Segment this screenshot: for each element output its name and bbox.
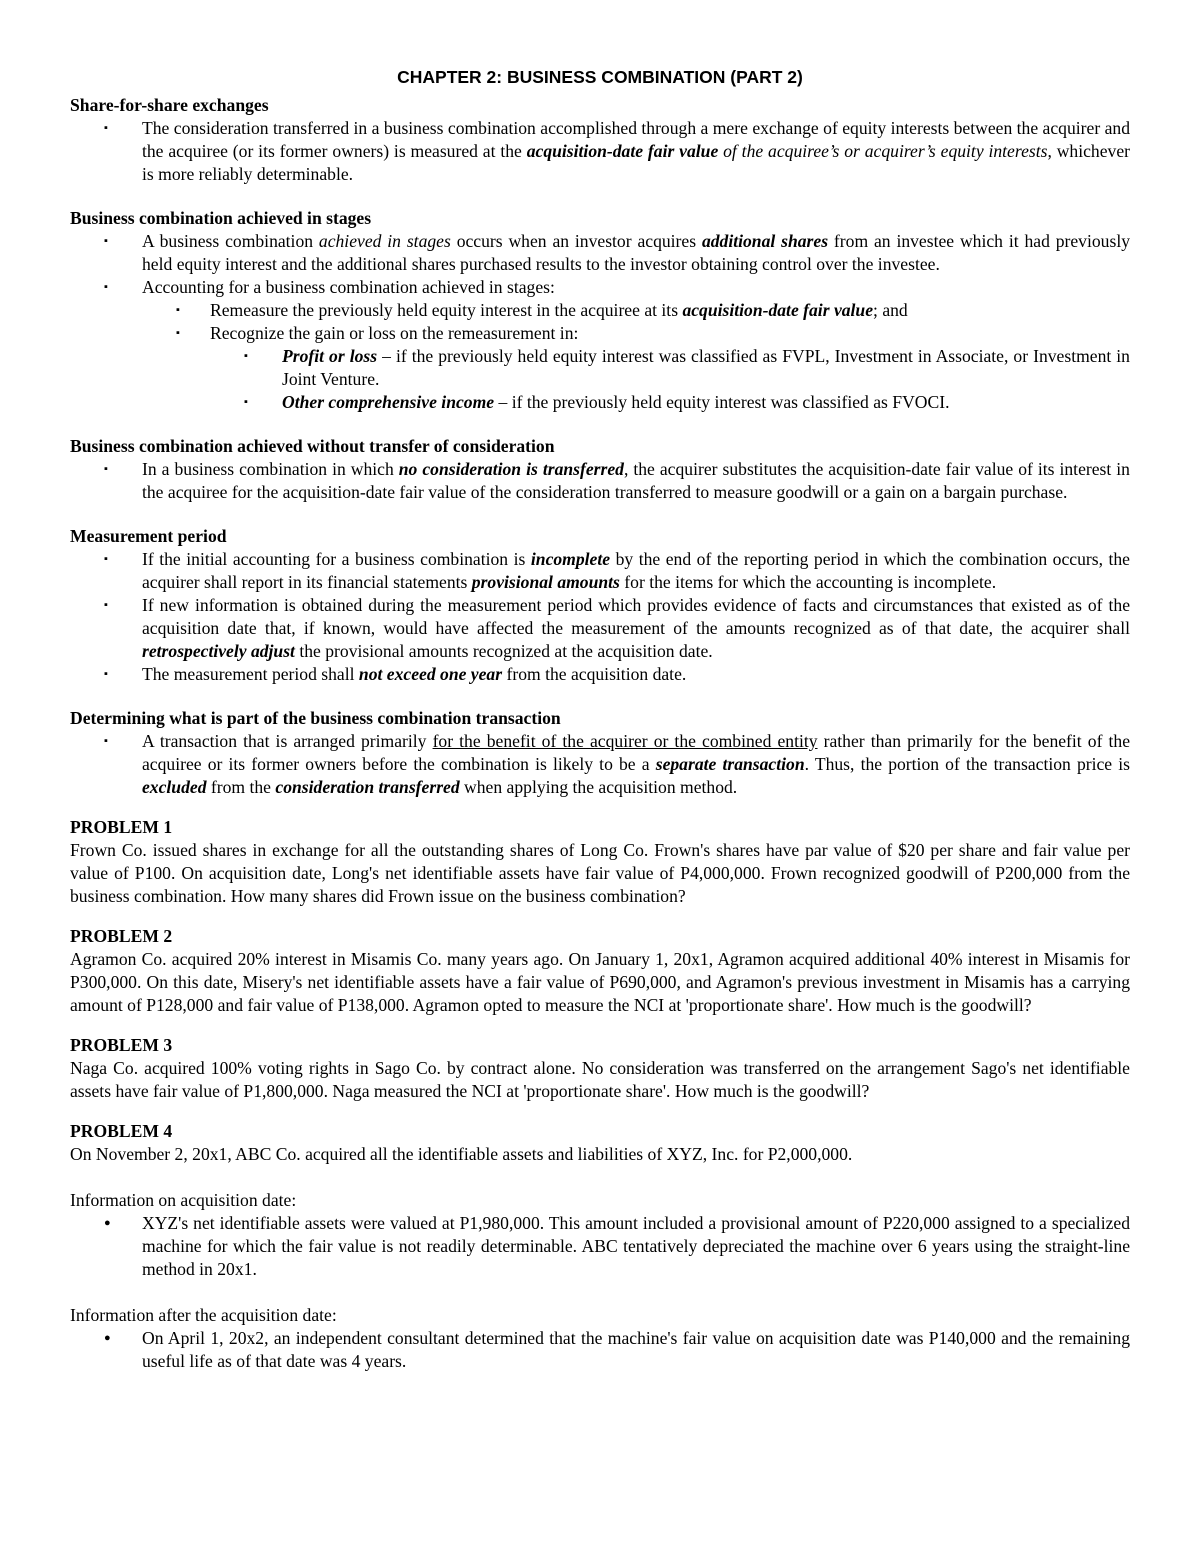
bullet-item: ▪ The consideration transferred in a business combination accomplished through a mere exchange of equity interests between the acquirer and the acquiree (or its former owners) is measured at the acquisition-date fair value of the acquiree’s or acquirer’s equity interests, whichever is more reliably determinable.	[70, 117, 1130, 186]
page-title: CHAPTER 2: BUSINESS COMBINATION (PART 2)	[397, 67, 803, 87]
bullet-item: ● XYZ's net identifiable assets were valued at P1,980,000. This amount included a provisional amount of P220,000 assigned to a specialized machine for which the fair value is not readily determinable. ABC tentatively depreciated the machine over 6 years using the straight-line method in 20x1.	[70, 1212, 1130, 1281]
problem-heading: PROBLEM 4	[70, 1121, 173, 1141]
problem-text: Frown Co. issued shares in exchange for all the outstanding shares of Long Co. Frown's shares have par value of $20 per share and fair value per value of P100. On acquisition date, Long's net identifiable assets have fair value of P4,000,000. Frown recognized goodwill of P200,000 from the business combination. How many shares did Frown issue on the business combination?	[70, 840, 1130, 906]
problem-heading: PROBLEM 2	[70, 926, 173, 946]
bullet-item: ▪ The measurement period shall not exceed one year from the acquisition date.	[70, 663, 1130, 686]
section-share-for-share	[70, 94, 1130, 186]
info-after-acquisition-label: Information after the acquisition date:	[70, 1305, 337, 1325]
info-on-acquisition-label: Information on acquisition date:	[70, 1190, 297, 1210]
bullet-item: ● On April 1, 20x2, an independent consultant determined that the machine's fair value on acquisition date was P140,000 and the remaining useful life as of that date was 4 years.	[70, 1327, 1130, 1373]
section-heading: Measurement period	[70, 526, 227, 546]
section-heading: Determining what is part of the business combination transaction	[70, 708, 561, 728]
problem-1	[70, 816, 1130, 908]
bullet-item: ▪ A transaction that is arranged primarily for the benefit of the acquirer or the combined entity rather than primarily for the benefit of the acquiree or its former owners before the combination is likely to be a separate transaction. Thus, the portion of the transaction price is excluded from the consideration transferred when applying the acquisition method.	[70, 730, 1130, 799]
problem-3	[70, 1034, 1130, 1103]
section-part-of-transaction	[70, 707, 1130, 799]
sub-sub-bullet-item: ▪ Other comprehensive income – if the previously held equity interest was classified as FVOCI.	[210, 391, 1130, 414]
section-heading: Business combination achieved without transfer of consideration	[70, 436, 555, 456]
problem-heading: PROBLEM 1	[70, 817, 173, 837]
section-measurement-period	[70, 525, 1130, 686]
sub-bullet-item: ▪ Recognize the gain or loss on the remeasurement in: ▪ Profit or loss – if the previously held equity interest was classified as FVPL, Investment in Associate, or Investment in Joint Venture. ▪ Other comprehensive income – if the previously held equity interest was classified as FVOCI.	[142, 322, 1130, 414]
bullet-item: ▪ A business combination achieved in stages occurs when an investor acquires additional shares from an investee which it had previously held equity interest and the additional shares purchased results to the investor obtaining control over the investee.	[70, 230, 1130, 276]
sub-sub-bullet-item: ▪ Profit or loss – if the previously held equity interest was classified as FVPL, Investment in Associate, or Investment in Joint Venture.	[210, 345, 1130, 391]
section-achieved-in-stages	[70, 207, 1130, 414]
problem-2	[70, 925, 1130, 1017]
section-no-consideration	[70, 435, 1130, 504]
section-heading: Business combination achieved in stages	[70, 208, 372, 228]
problem-text: On November 2, 20x1, ABC Co. acquired all the identifiable assets and liabilities of XYZ, Inc. for P2,000,000.	[70, 1144, 853, 1164]
problem-heading: PROBLEM 3	[70, 1035, 173, 1055]
sub-bullet-item: ▪ Remeasure the previously held equity interest in the acquiree at its acquisition-date fair value; and	[142, 299, 1130, 322]
document-page	[70, 66, 1130, 1373]
bullet-item: ▪ In a business combination in which no consideration is transferred, the acquirer substitutes the acquisition-date fair value of its interest in the acquiree for the acquisition-date fair value of the consideration transferred to measure goodwill or a gain on a bargain purchase.	[70, 458, 1130, 504]
problem-4	[70, 1120, 1130, 1373]
problem-text: Naga Co. acquired 100% voting rights in Sago Co. by contract alone. No consideration was transferred on the arrangement Sago's net identifiable assets have fair value of P1,800,000. Naga measured the NCI at 'proportionate share'. How much is the goodwill?	[70, 1058, 1130, 1101]
section-heading: Share-for-share exchanges	[70, 95, 269, 115]
bullet-item: ▪ If the initial accounting for a business combination is incomplete by the end of the reporting period in which the combination occurs, the acquirer shall report in its financial statements provisional amounts for the items for which the accounting is incomplete.	[70, 548, 1130, 594]
bullet-item: ▪ Accounting for a business combination achieved in stages: ▪ Remeasure the previously held equity interest in the acquiree at its acquisition-date fair value; and ▪ Recognize the gain or loss on the remeasurement in: ▪ Profit or loss – if the previously held equity interest was classified as FVPL, Investment in Associate, or Investment in Joint Venture. ▪ Other comprehensive income – if the previously held equity interest was classified as FVOCI.	[70, 276, 1130, 414]
problem-text: Agramon Co. acquired 20% interest in Misamis Co. many years ago. On January 1, 20x1, Agramon acquired additional 40% interest in Misamis for P300,000. On this date, Misery's net identifiable assets have a fair value of P690,000, and Agramon's previous investment in Misamis has a carrying amount of P128,000 and fair value of P138,000. Agramon opted to measure the NCI at 'proportionate share'. How much is the goodwill?	[70, 949, 1130, 1015]
bullet-item: ▪ If new information is obtained during the measurement period which provides evidence of facts and circumstances that existed as of the acquisition date that, if known, would have affected the measurement of the amounts recognized as of that date, the acquirer shall retrospectively adjust the provisional amounts recognized at the acquisition date.	[70, 594, 1130, 663]
